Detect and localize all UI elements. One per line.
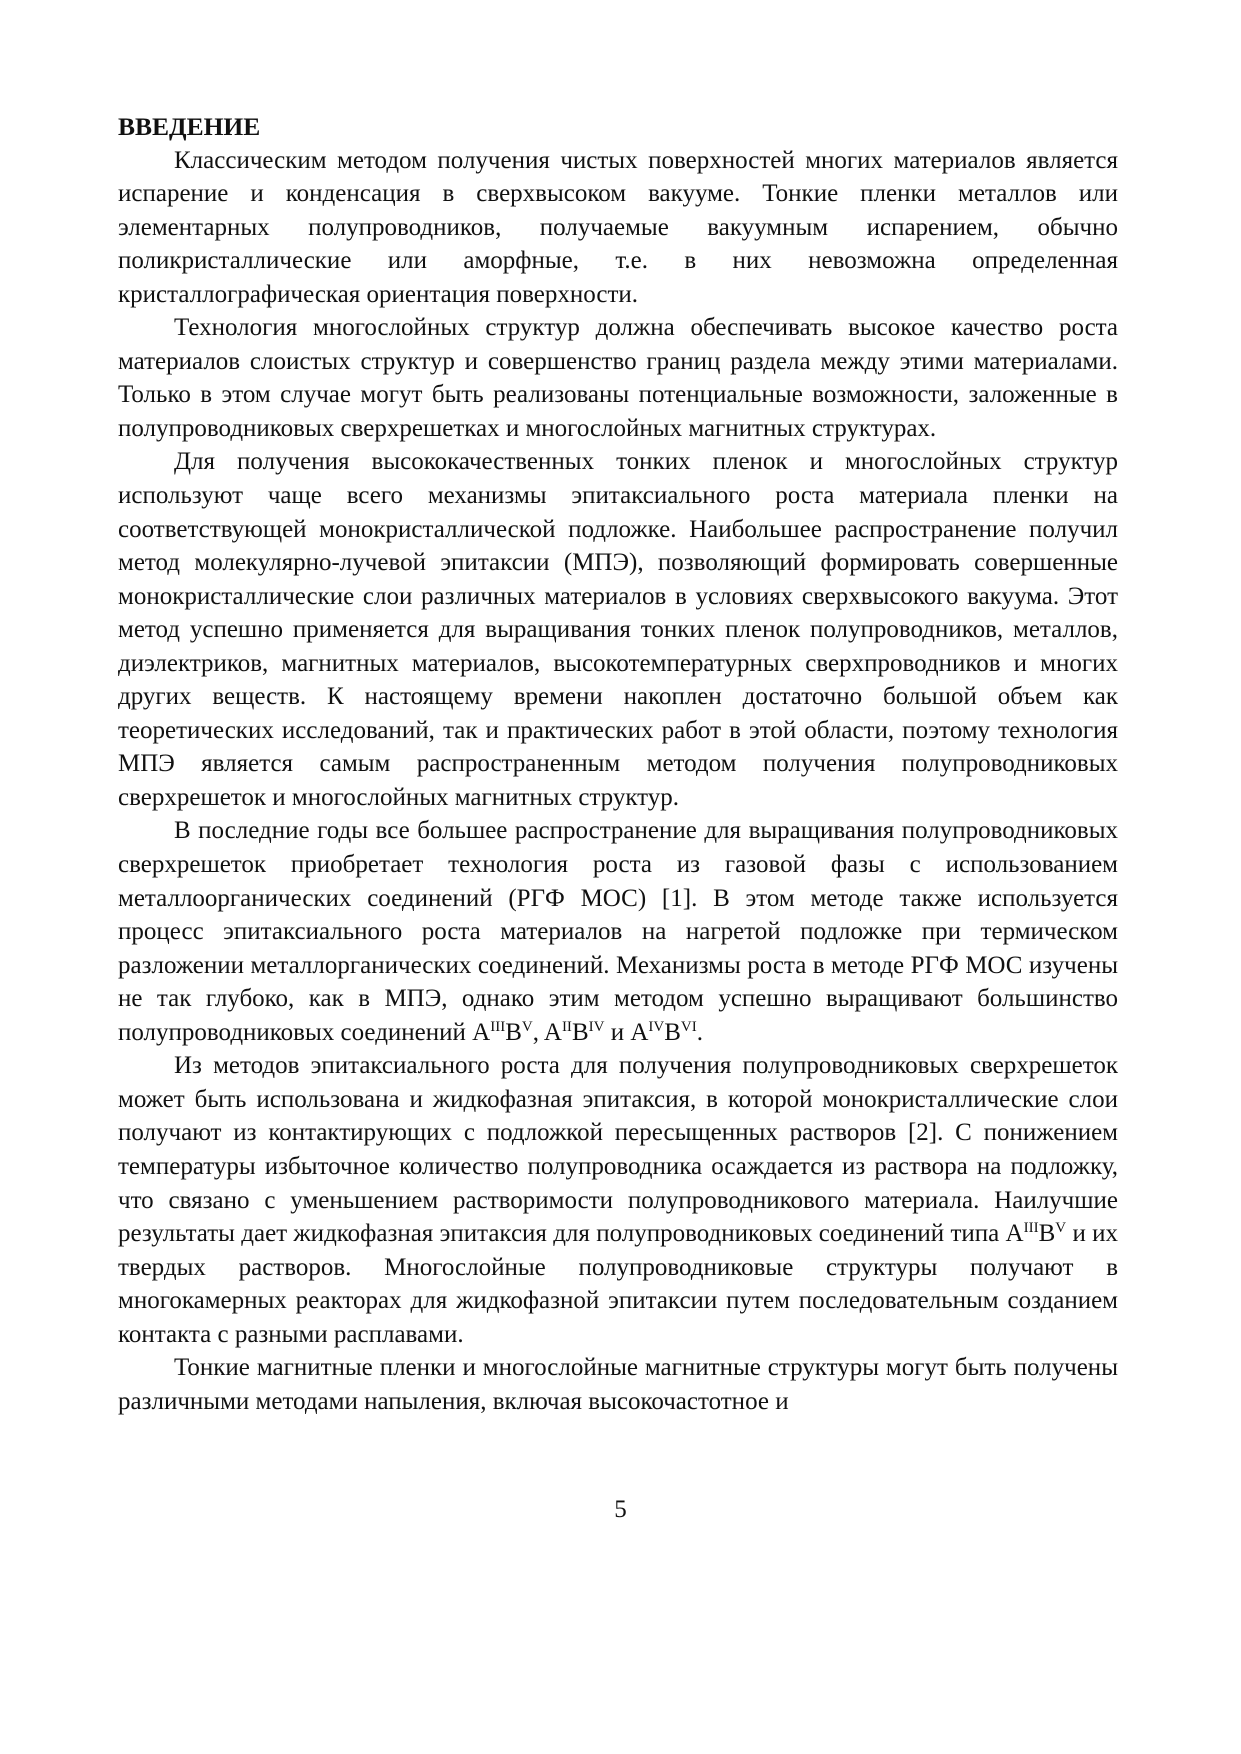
paragraph-text: и их твердых растворов. Многослойные полупроводниковые структуры получают в многокамерных реакторах для жидкофазной эпитаксии путем последовательным созданием контакта с разными расплавами. xyxy=(118,1220,1118,1348)
chemical-formula: $A^{III}B^V$ xyxy=(472,1018,533,1046)
section-heading: ВВЕДЕНИЕ xyxy=(118,112,261,141)
paragraph-text: Из методов эпитаксиального роста для получения полупроводниковых сверхрешеток может быть использована и жидкофазная эпитаксия, в которой монокристаллические слои получают из контактирующих с подложкой пересыщенных растворов [2]. С понижением температуры избыточное количество полупроводника осаждается из раствора на подложку, что связано с уменьшением растворимости полупроводникового материала. Наилучшие результаты дает жидкофазная эпитаксия для полупроводниковых соединений типа xyxy=(118,1052,1118,1248)
chemical-formula: $A^{II}B^{IV}$ xyxy=(543,1018,605,1046)
paragraph xyxy=(118,1049,1118,1351)
paragraph: В последние годы все большее распространение для выращивания полупроводниковых сверхрешеток приобретает технология роста из газовой фазы с использованием металлоорганических соединений (РГФ МОС) [1]. В этом методе также используется процесс эпитаксиального роста материалов на нагретой подложке при термическом разложении металлорганических соединений. Механизмы роста в методе РГФ МОС изучены не так глубоко, как в МПЭ, однако этим методом успешно выращивают большинство полупроводниковых соединений $A^{III}B^V$, $A^{II}B^{IV}$ и $A^{IV}B^{VI}$. xyxy=(118,817,1118,1046)
paragraph: Технология многослойных структур должна обеспечивать высокое качество роста материалов слоистых структур и совершенство границ раздела между этими материалами. Только в этом случае могут быть реализованы потенциальные возможности, заложенные в полупроводниковых сверхрешетках и многослойных магнитных структурах. xyxy=(118,314,1118,442)
paragraph-text: В последние годы все большее распространение для выращивания полупроводниковых сверхрешеток приобретает технология роста из газовой фазы с использованием металлоорганических соединений (РГФ МОС) [1]. В этом методе также используется процесс эпитаксиального роста материалов на нагретой подложке при термическом разложении металлорганических соединений. Механизмы роста в методе РГФ МОС изучены не так глубоко, как в МПЭ, однако этим методом успешно выращивают большинство полупроводниковых соединений xyxy=(118,817,1118,1046)
paragraph: Классическим методом получения чистых поверхностей многих материалов является испарение и конденсация в сверхвысоком вакууме. Тонкие пленки металлов или элементарных полупроводников, получаемые вакуумным испарением, обычно поликристаллические или аморфные, т.е. в них невозможна определенная кристаллографическая ориентация поверхности. xyxy=(118,146,1118,308)
chemical-formula: $A^{IV}B^{VI}$ xyxy=(630,1018,697,1046)
chemical-formula: $A^{III}B^V$ xyxy=(1005,1220,1067,1248)
page-number: 5 xyxy=(614,1496,627,1523)
paragraph: Для получения высококачественных тонких пленок и многослойных структур используют чаще всего механизмы эпитаксиального роста материала пленки на соответствующей монокристаллической подложке. Наибольшее распространение получил метод молекулярно-лучевой эпитаксии (МПЭ), позволяющий формировать совершенные монокристаллические слои различных материалов в условиях сверхвысокого вакуума. Этот метод успешно применяется для выращивания тонких пленок полупроводников, металлов, диэлектриков, магнитных материалов, высокотемпературных сверхпроводников и многих других веществ. К настоящему времени накоплен достаточно большой объем как теоретических исследований, так и практических работ в этой области, поэтому технология МПЭ является самым распространенным методом получения полупроводниковых сверхрешеток и многослойных магнитных структур. xyxy=(118,448,1118,811)
page-body xyxy=(118,110,1118,1418)
paragraph: Тонкие магнитные пленки и многослойные магнитные структуры могут быть получены различными методами напыления, включая высокочастотное и xyxy=(118,1354,1118,1415)
